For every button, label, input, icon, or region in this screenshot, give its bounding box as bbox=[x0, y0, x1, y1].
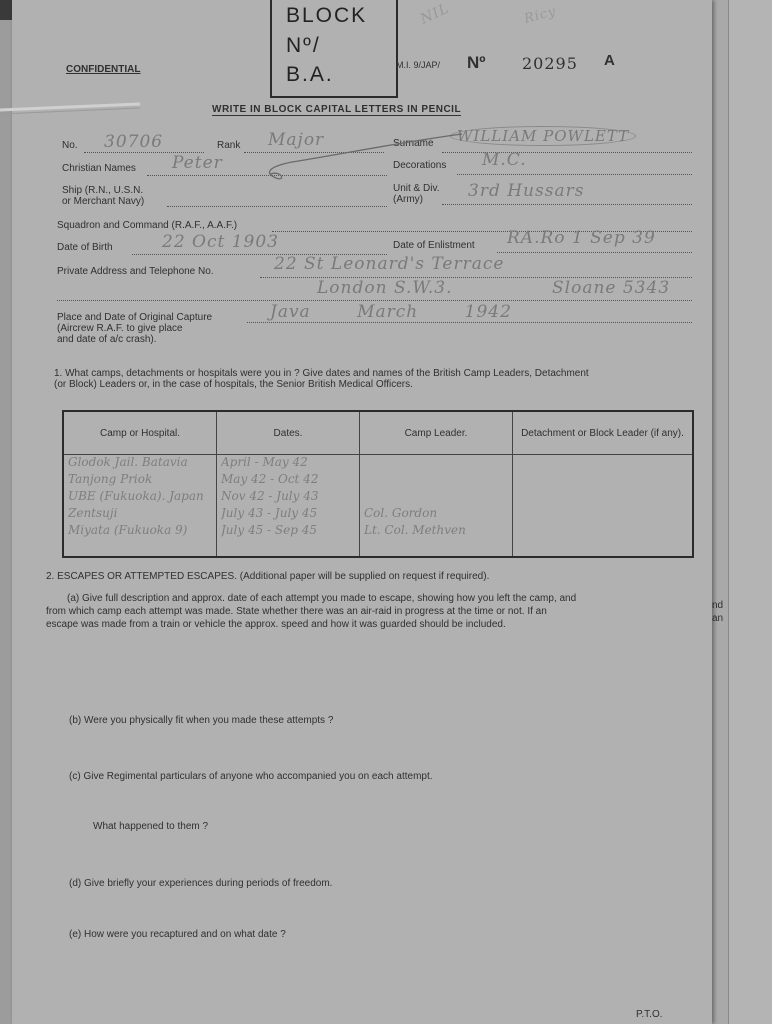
christian-names-value: Peter bbox=[172, 153, 223, 173]
capture-label-2: (Aircrew R.A.F. to give place bbox=[57, 323, 183, 334]
private-address-value: 22 St Leonard's Terrace bbox=[274, 254, 505, 274]
header-dates: Dates. bbox=[217, 411, 360, 455]
camp-entry: Zentsuji bbox=[68, 506, 118, 520]
camps-column bbox=[63, 455, 217, 558]
date-entry: July 43 - July 45 bbox=[221, 506, 318, 520]
decorations-rule bbox=[457, 174, 692, 175]
form-page bbox=[12, 0, 712, 1024]
block-number-box bbox=[270, 0, 398, 98]
annotation-nil: NIL bbox=[418, 0, 453, 28]
camps-table bbox=[62, 410, 694, 558]
leader-entry bbox=[364, 472, 508, 489]
leader-entry bbox=[364, 489, 508, 506]
pencil-stroke bbox=[252, 128, 472, 188]
date-of-enlistment-rule bbox=[497, 252, 692, 253]
question-2a-line-1: (a) Give full description and approx. date of each attempt you made to escape, showing how you left the camp, and bbox=[67, 593, 577, 604]
capture-label: Place and Date of Original Capture bbox=[57, 312, 213, 323]
serial-number: 20295 bbox=[522, 54, 578, 73]
date-entry: Nov 42 - July 43 bbox=[221, 489, 319, 503]
date-entry: May 42 - Oct 42 bbox=[221, 472, 319, 486]
ship-rule bbox=[167, 206, 387, 207]
block-label: BLOCK bbox=[286, 4, 368, 27]
private-address-rule-2 bbox=[57, 300, 692, 301]
unit-label: Unit & Div. bbox=[393, 183, 440, 194]
surname-rule bbox=[442, 152, 692, 153]
please-turn-over: P.T.O. bbox=[636, 1009, 663, 1020]
question-2c: (c) Give Regimental particulars of anyone who accompanied you on each attempt. bbox=[69, 771, 433, 782]
capture-rule bbox=[247, 322, 692, 323]
camp-entry: UBE (Fukuoka). Japan bbox=[68, 489, 204, 503]
decorations-value: M.C. bbox=[482, 150, 527, 170]
unit-label-2: (Army) bbox=[393, 194, 423, 205]
christian-names-label: Christian Names bbox=[62, 163, 136, 174]
block-no-label: Nº/ bbox=[286, 34, 321, 57]
question-1-line-1: 1. What camps, detachments or hospitals were you in ? Give dates and names of the British Camp Leaders, Detachment bbox=[54, 368, 589, 379]
rank-value: Major bbox=[268, 130, 325, 150]
date-entry: April - May 42 bbox=[221, 455, 308, 469]
no-value: 30706 bbox=[104, 132, 164, 152]
surname-label: Surname bbox=[393, 138, 434, 149]
camp-leader-column bbox=[360, 455, 513, 558]
camp-entry: Glodok Jail. Batavia bbox=[68, 455, 188, 469]
leader-entry: Lt. Col. Methven bbox=[364, 523, 466, 537]
header-camp-leader: Camp Leader. bbox=[360, 411, 513, 455]
margin-fragment-nd: nd bbox=[712, 600, 724, 611]
private-address-label: Private Address and Telephone No. bbox=[57, 266, 214, 277]
folder-string bbox=[0, 98, 150, 128]
question-2-title: 2. ESCAPES OR ATTEMPTED ESCAPES. (Additional paper will be supplied on request if required). bbox=[46, 571, 490, 582]
date-of-enlistment-label: Date of Enlistment bbox=[393, 240, 475, 251]
ship-label-2: or Merchant Navy) bbox=[62, 196, 145, 207]
ship-label: Ship (R.N., U.S.N. bbox=[62, 185, 144, 196]
unit-value: 3rd Hussars bbox=[468, 181, 585, 201]
squadron-label: Squadron and Command (R.A.F., A.A.F.) bbox=[57, 220, 238, 231]
no-label: No. bbox=[62, 140, 78, 151]
detachment-leader-column bbox=[513, 455, 694, 558]
private-address-value-2: London S.W.3. bbox=[317, 278, 453, 298]
question-2e: (e) How were you recaptured and on what date ? bbox=[69, 929, 286, 940]
rank-label: Rank bbox=[217, 140, 241, 151]
telephone-value: Sloane 5343 bbox=[552, 278, 671, 298]
serial-suffix: A bbox=[604, 52, 615, 69]
number-label: Nº bbox=[467, 53, 486, 72]
underlying-sheet-edge bbox=[728, 0, 772, 1024]
date-of-birth-label: Date of Birth bbox=[57, 242, 113, 253]
camp-entry: Miyata (Fukuoka 9) bbox=[68, 523, 188, 537]
question-2a-line-2: from which camp each attempt was made. State whether there was an air-raid in progress at the time or not. If an bbox=[46, 606, 547, 617]
question-2d: (d) Give briefly your experiences during periods of freedom. bbox=[69, 878, 333, 889]
confidential-label: CONFIDENTIAL bbox=[66, 64, 141, 75]
mi9-reference: M.I. 9/JAP/ bbox=[396, 60, 441, 70]
margin-fragment-an: an bbox=[712, 613, 724, 624]
camp-entry: Tanjong Priok bbox=[68, 472, 153, 486]
leader-entry bbox=[364, 455, 508, 472]
instruction-heading: WRITE IN BLOCK CAPITAL LETTERS IN PENCIL bbox=[212, 104, 462, 115]
date-entry: July 45 - Sep 45 bbox=[221, 523, 318, 537]
question-1-line-2: (or Block) Leaders or, in the case of hospitals, the Senior British Medical Officers. bbox=[54, 379, 413, 390]
question-2c-followup: What happened to them ? bbox=[93, 821, 209, 832]
capture-value: Java March 1942 bbox=[270, 302, 512, 322]
unit-rule bbox=[442, 204, 692, 205]
header-camp-or-hospital: Camp or Hospital. bbox=[63, 411, 217, 455]
question-2b: (b) Were you physically fit when you made these attempts ? bbox=[69, 715, 334, 726]
date-of-birth-value: 22 Oct 1903 bbox=[162, 232, 279, 252]
dates-column bbox=[217, 455, 360, 558]
question-2a-line-3: escape was made from a train or vehicle the approx. speed and how it was guarded should be included. bbox=[46, 619, 506, 630]
decorations-label: Decorations bbox=[393, 160, 447, 171]
header-detachment-leader: Detachment or Block Leader (if any). bbox=[513, 411, 694, 455]
block-ba-label: B.A. bbox=[286, 63, 334, 86]
surname-value: WILLIAM POWLETT bbox=[450, 126, 636, 146]
capture-label-3: and date of a/c crash). bbox=[57, 334, 157, 345]
date-of-enlistment-value: RA.Ro 1 Sep 39 bbox=[507, 228, 656, 248]
leader-entry: Col. Gordon bbox=[364, 506, 438, 520]
annotation-initials: Ricy bbox=[522, 4, 558, 27]
